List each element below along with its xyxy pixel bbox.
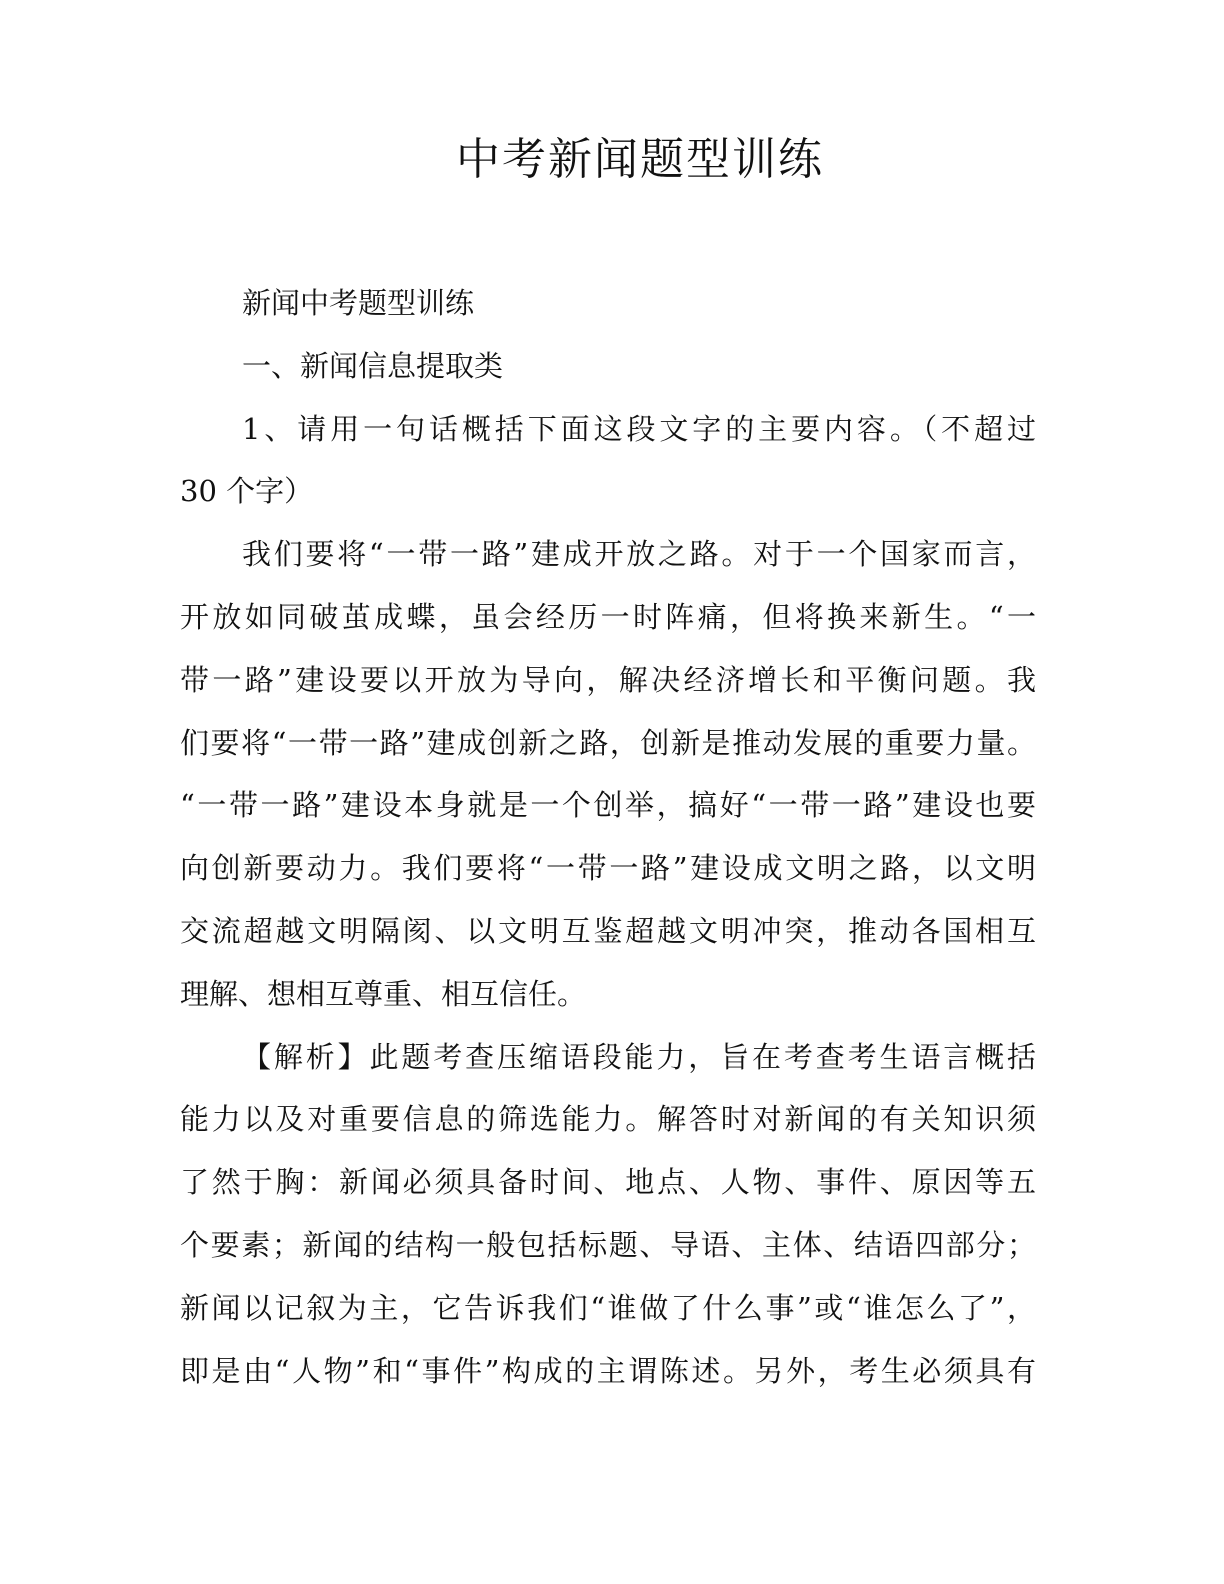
document-title: 中考新闻题型训练 — [456, 134, 824, 185]
passage-line: 我们要将“一带一路”建成开放之路。对于一个国家而言， — [242, 537, 1036, 572]
passage-line: 理解、想相互尊重、相互信任。 — [180, 976, 587, 1011]
analysis-line: 新闻以记叙为主，它告诉我们“谁做了什么事”或“谁怎么了”， — [180, 1290, 1036, 1325]
passage-line: 向创新要动力。我们要将“一带一路”建设成文明之路，以文明 — [180, 851, 1036, 886]
analysis-line: 能力以及对重要信息的筛选能力。解答时对新闻的有关知识须 — [180, 1102, 1036, 1137]
subtitle-line: 新闻中考题型训练 — [242, 286, 475, 320]
passage-line: 开放如同破茧成蝶，虽会经历一时阵痛，但将换来新生。“一 — [180, 599, 1036, 634]
passage-line: “一带一路”建设本身就是一个创举，搞好“一带一路”建设也要 — [180, 788, 1036, 823]
passage-line: 带一路”建设要以开放为导向，解决经济增长和平衡问题。我 — [180, 662, 1036, 697]
analysis-line: 即是由“人物”和“事件”构成的主谓陈述。另外，考生必须具有 — [180, 1353, 1036, 1388]
passage-line: 们要将“一带一路”建成创新之路，创新是推动发展的重要力量。 — [180, 725, 1036, 760]
section-heading: 一、新闻信息提取类 — [242, 348, 504, 383]
passage-line: 交流超越文明隔阂、以文明互鉴超越文明冲突，推动各国相互 — [180, 913, 1036, 948]
analysis-line: 个要素；新闻的结构一般包括标题、导语、主体、结语四部分； — [180, 1227, 1036, 1262]
analysis-line: 了然于胸：新闻必须具备时间、地点、人物、事件、原因等五 — [180, 1165, 1036, 1200]
question-line: 1、请用一句话概括下面这段文字的主要内容。（不超过 — [242, 411, 1036, 446]
analysis-line: 【解析】此题考查压缩语段能力，旨在考查考生语言概括 — [242, 1039, 1036, 1074]
document-body — [180, 272, 1036, 1402]
question-line: 30 个字） — [180, 474, 314, 509]
